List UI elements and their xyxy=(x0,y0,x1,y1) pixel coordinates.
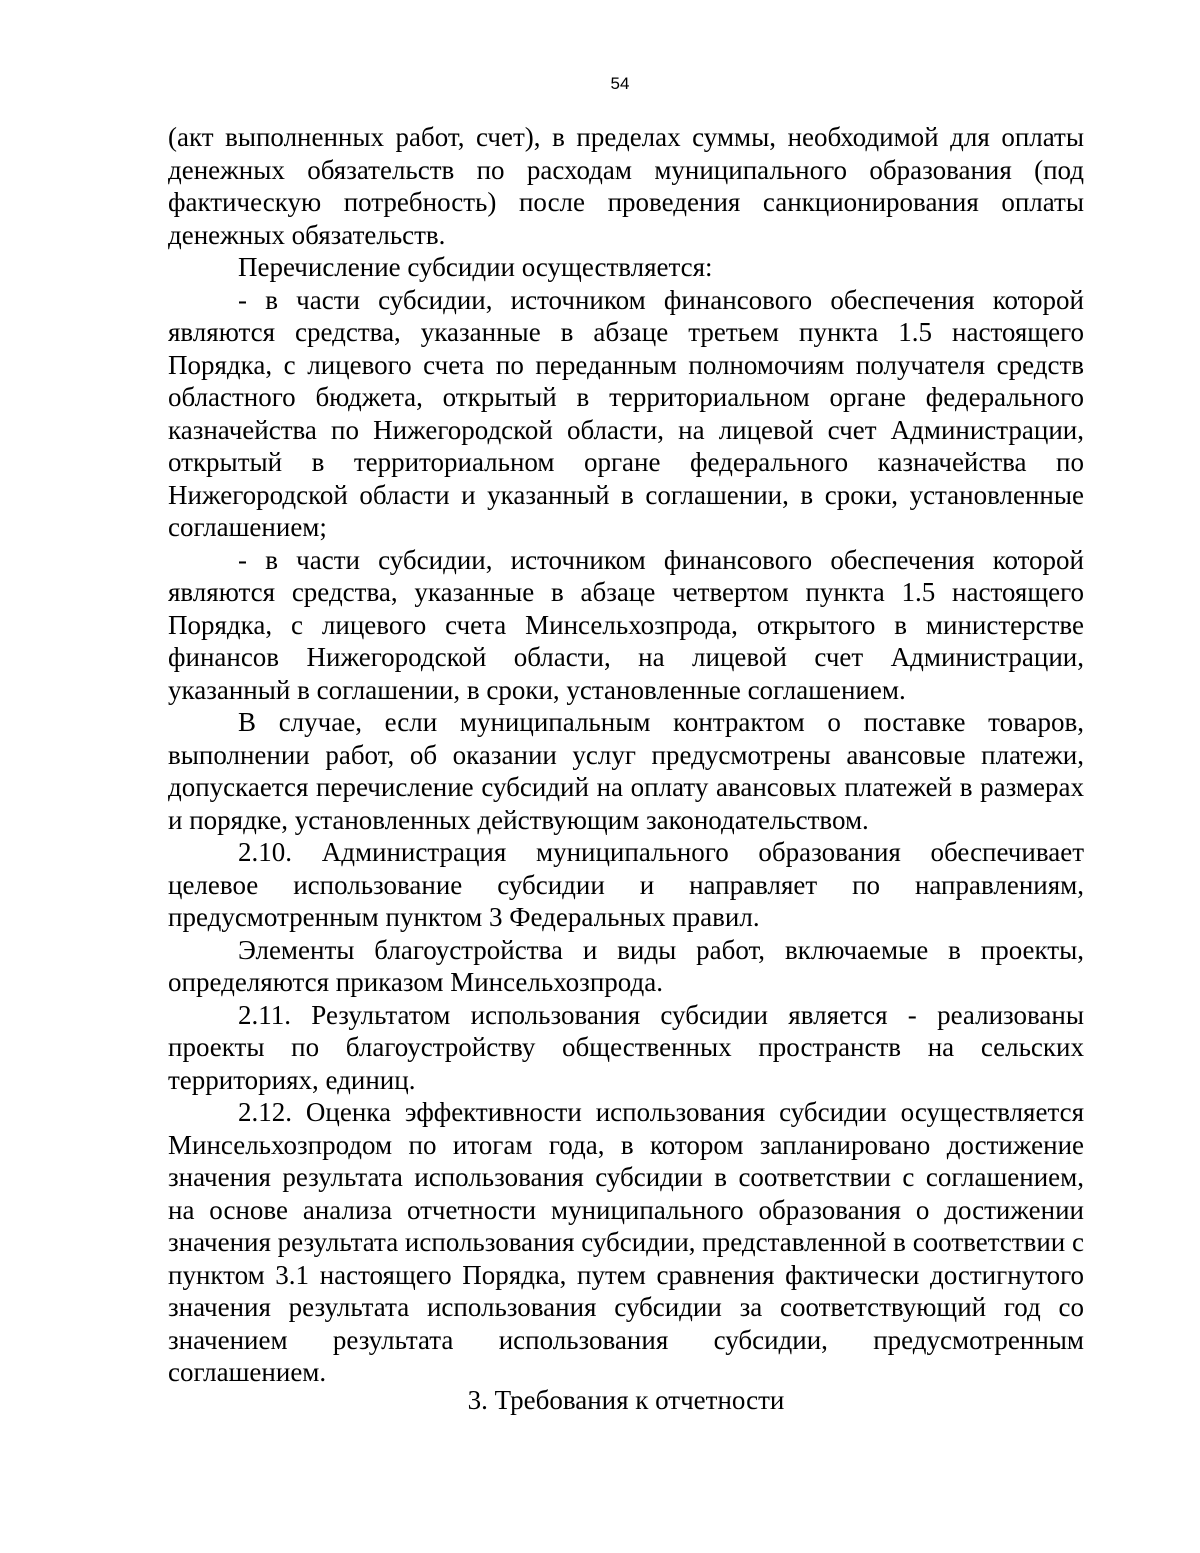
paragraph-transfer-federal: - в части субсидии, источником финансового обеспечения которой являются средства, указанные в абзаце третьем пункта 1.5 настоящего Порядка, с лицевого счета по переданным полномочиям получателя средств областного бюджета, открытый в территориальном органе федерального казначейства по Нижегородской области, на лицевой счет Администрации, открытый в территориальном органе федерального казначейства по Нижегородской области и указанный в соглашении, в сроки, установленные соглашением; xyxy=(168,284,1084,542)
body-text xyxy=(168,121,1084,1389)
paragraph-2-10: 2.10. Администрация муниципального образования обеспечивает целевое использование субсидии и направляет по направлениям, предусмотренным пунктом 3 Федеральных правил. xyxy=(168,837,1084,932)
paragraph-transfer-regional: - в части субсидии, источником финансового обеспечения которой являются средства, указанные в абзаце четвертом пункта 1.5 настоящего Порядка, с лицевого счета Минсельхозпрода, открытого в министерстве финансов Нижегородской области, на лицевой счет Администрации, указанный в соглашении, в сроки, установленные соглашением. xyxy=(168,544,1084,705)
paragraph-payment-docs: (акт выполненных работ, счет), в пределах суммы, необходимой для оплаты денежных обязательств по расходам муниципального образования (под фактическую потребность) после проведения санкционирования оплаты денежных обязательств. xyxy=(168,122,1084,250)
page-number: 54 xyxy=(610,74,630,93)
paragraph-transfer-intro: Перечисление субсидии осуществляется: xyxy=(238,252,713,282)
paragraph-improvement-elements: Элементы благоустройства и виды работ, включаемые в проекты, определяются приказом Минсельхозпрода. xyxy=(168,934,1084,997)
section-heading: 3. Требования к отчетности xyxy=(467,1385,785,1415)
paragraph-2-11: 2.11. Результатом использования субсидии является - реализованы проекты по благоустройству общественных пространств на сельских территориях, единиц. xyxy=(168,999,1084,1095)
paragraph-advance-payments: В случае, если муниципальным контрактом о поставке товаров, выполнении работ, об оказании услуг предусмотрены авансовые платежи, допускается перечисление субсидий на оплату авансовых платежей в размерах и порядке, установленных действующим законодательством. xyxy=(168,707,1084,835)
paragraph-2-12: 2.12. Оценка эффективности использования субсидии осуществляется Минсельхозпродом по итогам года, в котором запланировано достижение значения результата использования субсидии в соответствии с соглашением, на основе анализа отчетности муниципального образования о достижении значения результата использования субсидии, представленной в соответствии с пунктом 3.1 настоящего Порядка, путем сравнения фактически достигнутого значения результата использования субсидии за соответствующий год со значением результата использования субсидии, предусмотренным соглашением. xyxy=(168,1097,1084,1387)
